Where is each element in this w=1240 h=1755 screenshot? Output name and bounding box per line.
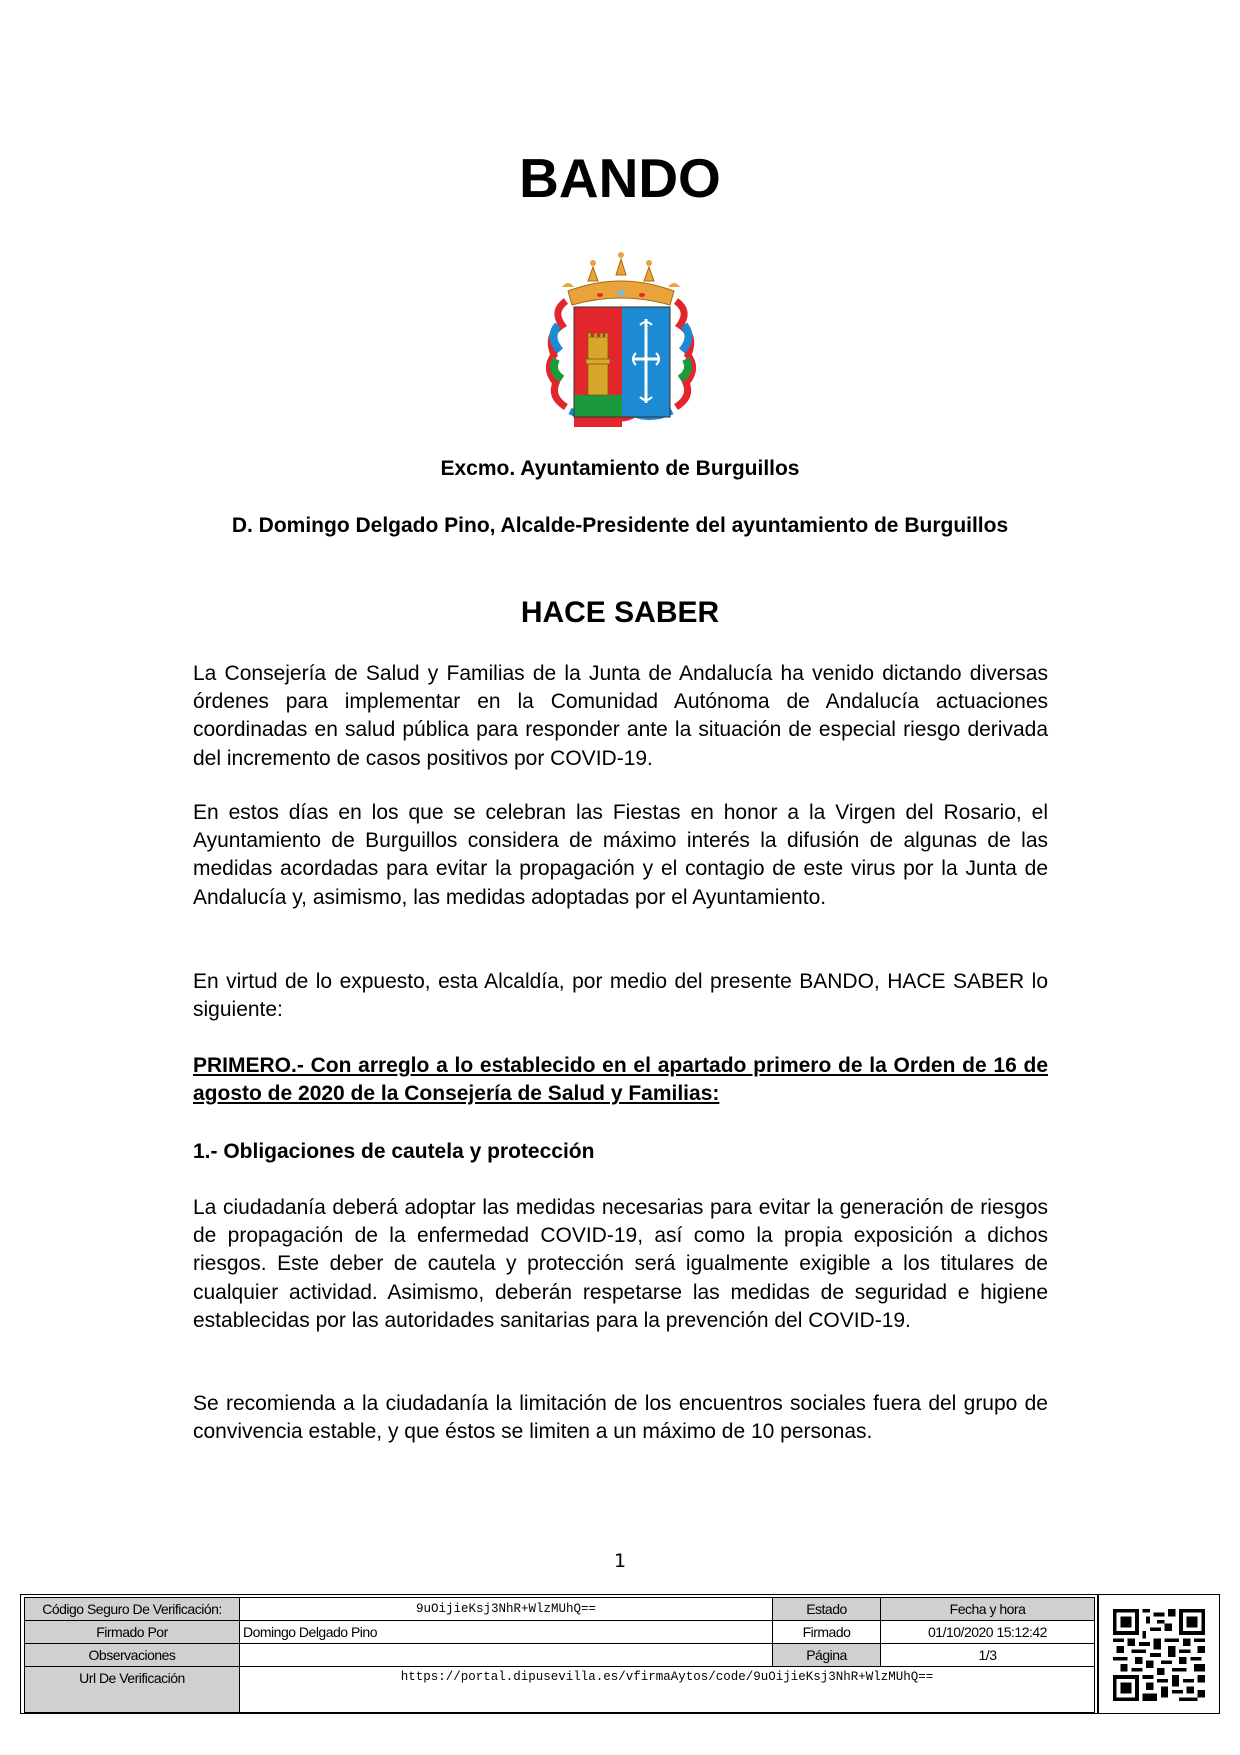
paragraph: La Consejería de Salud y Familias de la Junta de Andalucía ha venido dictando diversas órdenes para implementar en la Comunidad Autónoma de Andalucía actuaciones coordinadas en salud pública para responder ante la situación de especial riesgo derivada del incremento de casos positivos por COVID-19. (193, 662, 1048, 770)
pagina-value: 1/3 (881, 1644, 1095, 1667)
firmado-por-label: Firmado Por (25, 1621, 240, 1644)
signature-verification-box (20, 1594, 1098, 1714)
signature-table (24, 1597, 1095, 1713)
document-title: BANDO (519, 147, 721, 209)
table-row (25, 1644, 1095, 1667)
fecha-value: 01/10/2020 15:12:42 (881, 1621, 1095, 1644)
csv-value: 9uOijieKsj3NhR+WlzMUhQ== (240, 1598, 773, 1621)
coat-of-arms-image (540, 233, 702, 428)
estado-label: Estado (773, 1598, 881, 1621)
estado-value: Firmado (773, 1621, 881, 1644)
csv-label: Código Seguro De Verificación: (25, 1598, 240, 1621)
url-label: Url De Verificación (25, 1667, 240, 1713)
organization-name: Excmo. Ayuntamiento de Burguillos (440, 457, 800, 480)
table-row (25, 1598, 1095, 1621)
crown-icon (562, 252, 680, 305)
paragraph: En virtud de lo expuesto, esta Alcaldía, por medio del presente BANDO, HACE SABER lo siguiente: (193, 970, 1048, 1022)
shield-icon (574, 307, 670, 427)
url-value[interactable]: https://portal.dipusevilla.es/vfirmaAytos/code/9uOijieKsj3NhR+WlzMUhQ== (240, 1667, 1095, 1713)
fecha-label: Fecha y hora (881, 1598, 1095, 1621)
firmado-por-value: Domingo Delgado Pino (240, 1621, 773, 1644)
page-number: 1 (613, 1550, 627, 1572)
observaciones-value (240, 1644, 773, 1667)
table-row (25, 1621, 1095, 1644)
qr-code-icon (1113, 1609, 1205, 1701)
observaciones-label: Observaciones (25, 1644, 240, 1667)
subsection-heading: 1.- Obligaciones de cautela y protección (193, 1140, 595, 1163)
paragraph: Se recomienda a la ciudadanía la limitación de los encuentros sociales fuera del grupo de convivencia estable, y que éstos se limiten a un máximo de 10 personas. (193, 1392, 1048, 1444)
pagina-label: Página (773, 1644, 881, 1667)
mayor-line: D. Domingo Delgado Pino, Alcalde-Presidente del ayuntamiento de Burguillos (231, 514, 1009, 537)
paragraph: La ciudadanía deberá adoptar las medidas necesarias para evitar la generación de riesgos de propagación de la enfermedad COVID-19, así como la propia exposición a dichos riesgos. Este deber de cautela y protección será igualmente exigible a los titulares de cualquier actividad. Asimismo, deberán respetarse las medidas de seguridad e higiene establecidas por las autoridades sanitarias para la prevención del COVID-19. (193, 1196, 1048, 1332)
table-row (25, 1667, 1095, 1713)
announcement-heading: HACE SABER (520, 596, 720, 629)
section-heading-primero: PRIMERO.- Con arreglo a lo establecido en el apartado primero de la Orden de 16 de agosto de 2020 de la Consejería de Salud y Familias: (193, 1054, 1048, 1106)
paragraph: En estos días en los que se celebran las Fiestas en honor a la Virgen del Rosario, el Ayuntamiento de Burguillos considera de máximo interés la difusión de algunas de las medidas acordadas para evitar la propagación y el contagio de este virus por la Junta de Andalucía y, asimismo, las medidas adoptadas por el Ayuntamiento. (193, 801, 1048, 909)
qr-code-box (1098, 1594, 1220, 1714)
